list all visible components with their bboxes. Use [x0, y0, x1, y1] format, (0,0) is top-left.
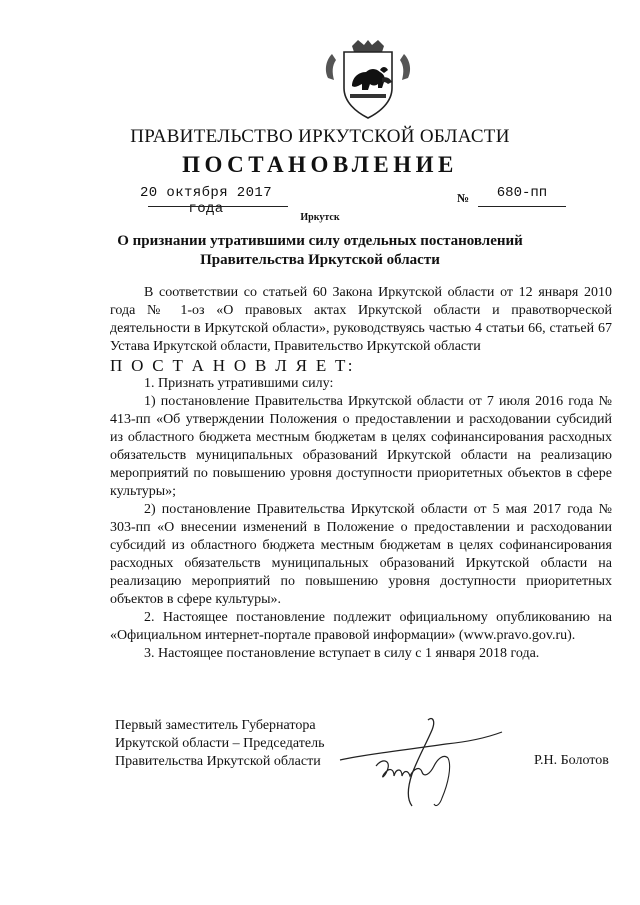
- item-1-1: 1) постановление Правительства Иркутской области от 7 июля 2016 года № 413-пп «Об утверждении Положения о предоставлении и расходовании субсидий из областного бюджета местным бюджетам в целях софинансирования расходных обязательств муниципальных образований Иркутской области на реализацию мероприятий по повышению уровня доступности приоритетных объектов в сфере культуры»;: [110, 394, 612, 499]
- item-3: 3. Настоящее постановление вступает в силу с 1 января 2018 года.: [144, 646, 540, 661]
- document-date: 20 октября 2017 года: [139, 185, 273, 217]
- number-underline: [478, 206, 566, 207]
- coat-of-arms-icon: [322, 40, 414, 120]
- position-line-2: Иркутской области – Председатель: [115, 736, 325, 751]
- resolve-word: П О С Т А Н О В Л Я Е Т:: [110, 356, 355, 375]
- item-1-2: 2) постановление Правительства Иркутской области от 5 мая 2017 года № 303-пп «О внесении изменений в Положение о предоставлении и расходовании субсидий из областного бюджета местным бюджетам в целях софинансирования расходных обязательств муниципальных образований Иркутской области на реализацию мероприятий по повышению уровня доступности приоритетных объектов в сфере культуры».: [110, 502, 612, 607]
- document-number: 680-пп: [496, 185, 548, 201]
- signatory-position: [115, 717, 324, 771]
- position-line-1: Первый заместитель Губернатора: [115, 718, 316, 733]
- handwritten-signature: [336, 714, 506, 814]
- title-line-1: О признании утратившими силу отдельных постановлений: [117, 233, 523, 249]
- preamble: В соответствии со статьей 60 Закона Иркутской области от 12 января 2010 года № 1-оз «О правовых актах Иркутской области и правотворческой деятельности в Иркутской области», руководствуясь частью 4 статьи 66, статьей 67 Устава Иркутской области, Правительство Иркутской области: [110, 285, 612, 354]
- document-title: [60, 232, 580, 270]
- number-sign: №: [457, 191, 470, 205]
- item-1: 1. Признать утратившими силу:: [144, 376, 334, 391]
- title-line-2: Правительства Иркутской области: [200, 252, 440, 268]
- government-name: ПРАВИТЕЛЬСТВО ИРКУТСКОЙ ОБЛАСТИ: [130, 126, 510, 147]
- document-body: [110, 284, 612, 663]
- city: Иркутск: [300, 212, 340, 223]
- date-underline: [148, 206, 288, 207]
- document-type: ПОСТАНОВЛЕНИЕ: [182, 152, 458, 177]
- position-line-3: Правительства Иркутской области: [115, 754, 321, 769]
- item-2: 2. Настоящее постановление подлежит официальному опубликованию на «Официальном интернет-портале правовой информации» (www.pravo.gov.ru).: [110, 610, 612, 643]
- signatory-name: Р.Н. Болотов: [534, 753, 609, 768]
